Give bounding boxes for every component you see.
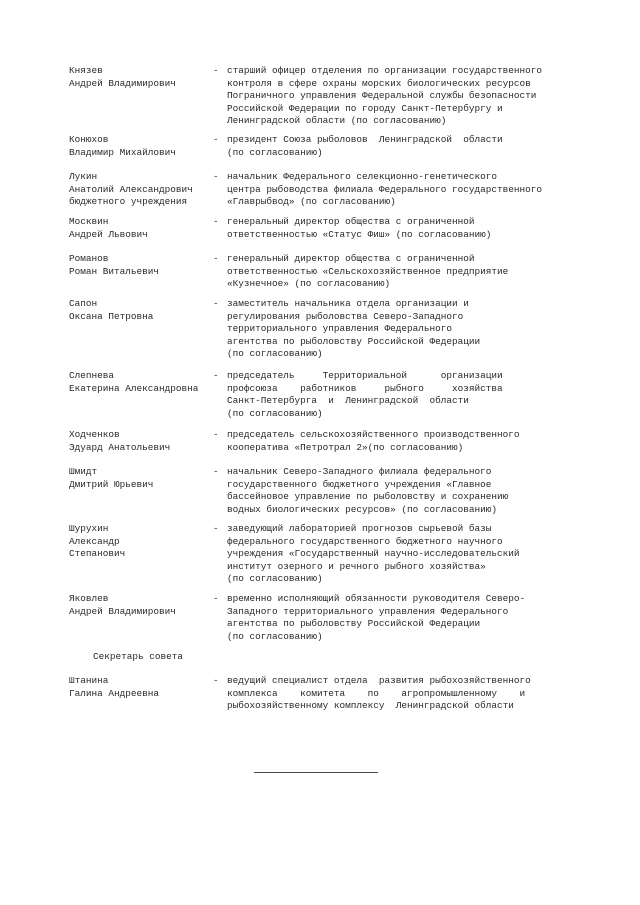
member-position-line: генеральный директор общества с ограниченной [227, 216, 475, 227]
member-position-line: контроля в сфере охраны морских биологических ресурсов [227, 77, 531, 89]
member-position-line: Западного территориального управления Федерального [227, 605, 509, 617]
member-position-line: Санкт-Петербурга и Ленинградской области [227, 395, 469, 406]
member-position-line: генеральный директор общества с ограниченной [227, 253, 475, 264]
member-name-line: Андрей Владимирович [69, 77, 176, 89]
member-position [227, 675, 607, 713]
member-position-line: бассейновое управление по рыболовству и сохранению [227, 491, 509, 502]
dash-separator: - [213, 298, 219, 309]
dash-separator: - [213, 466, 219, 477]
member-name-line: Александр [69, 535, 120, 547]
member-name [69, 216, 209, 241]
member-position-line: Ленинградской области (по согласованию) [227, 115, 447, 126]
member-name [69, 253, 209, 278]
member-name-line: Штанина [69, 675, 109, 686]
member-position-line: «Главрыбвод» (по согласованию) [227, 196, 396, 207]
member-name-line: Романов [69, 253, 109, 264]
member-position-line: ответственностью «Сельскохозяйственное предприятие [227, 265, 509, 277]
member-name [69, 675, 209, 700]
member-position [227, 171, 607, 209]
member-name-line: Дмитрий Юрьевич [69, 478, 154, 490]
dash-separator: - [213, 429, 219, 440]
member-position-line: начальник Северо-Западного филиала федерального [227, 466, 492, 477]
member-name-line: Владимир Михайлович [69, 146, 176, 158]
member-name [69, 523, 209, 561]
member-position-line: начальник Федерального селекционно-генетического [227, 171, 498, 182]
member-position-line: Российской Федерации по городу Санкт-Петербургу и [227, 102, 503, 114]
dash-separator: - [213, 370, 219, 381]
member-name-line: Князев [69, 65, 103, 76]
member-name-line: Роман Витальевич [69, 265, 160, 277]
member-name [69, 134, 209, 159]
member-name-line: Анатолий Александрович [69, 183, 193, 195]
member-name-line: Конюхов [69, 134, 109, 145]
member-name-line: Галина Андреевна [69, 687, 160, 699]
member-position-line: учреждения «Государственный научно-исследовательский [227, 548, 520, 559]
dash-separator: - [213, 216, 219, 227]
member-name-line: Оксана Петровна [69, 310, 154, 322]
member-name-line: Шурухин [69, 523, 109, 534]
member-position-line: водных биологических ресурсов» (по согласованию) [227, 503, 498, 515]
dash-separator: - [213, 523, 219, 534]
member-position [227, 253, 607, 291]
member-position-line: территориального управления Федерального [227, 323, 453, 334]
member-position-line: Пограничного управления Федеральной службы безопасности [227, 90, 537, 101]
member-name-line: Ходченков [69, 429, 120, 440]
member-name [69, 370, 209, 395]
member-name-line: Андрей Владимирович [69, 605, 176, 617]
member-name-line: Эдуард Анатольевич [69, 441, 171, 453]
member-position [227, 65, 607, 128]
member-name-line: Яковлев [69, 593, 109, 604]
member-position-line: ответственностью «Статус Фиш» (по согласованию) [227, 228, 492, 240]
dash-separator: - [213, 134, 219, 145]
member-position [227, 216, 607, 241]
member-position-line: федерального государственного бюджетного научного [227, 535, 503, 547]
member-position-line: старший офицер отделения по организации государственного [227, 65, 543, 76]
member-name-line: Сапон [69, 298, 98, 309]
member-position [227, 593, 607, 643]
member-position-line: рыбохозяйственному комплексу Ленинградской области [227, 700, 514, 711]
member-position-line: агентства по рыболовству Российской Федерации [227, 335, 481, 347]
member-position-line: заведующий лабораторией прогнозов сырьевой базы [227, 523, 492, 534]
member-position-line: центра рыбоводства филиала Федерального государственного [227, 183, 543, 195]
member-name [69, 298, 209, 323]
member-position-line: заместитель начальника отдела организации и [227, 298, 469, 309]
dash-separator: - [213, 65, 219, 76]
member-position-line: временно исполняющий обязанности руководителя Северо- [227, 593, 526, 604]
member-position [227, 134, 607, 159]
member-name [69, 466, 209, 491]
member-name-line: Андрей Львович [69, 228, 148, 240]
member-position-line: агентства по рыболовству Российской Федерации [227, 618, 481, 629]
dash-separator: - [213, 171, 219, 182]
member-name [69, 171, 209, 209]
member-name [69, 65, 209, 90]
secretary-heading: Секретарь совета [93, 651, 184, 662]
member-position-line: (по согласованию) [227, 573, 323, 584]
member-position-line: (по согласованию) [227, 348, 323, 359]
dash-separator: - [213, 253, 219, 264]
dash-separator: - [213, 675, 219, 686]
member-position-line: профсоюза работников рыбного хозяйства [227, 382, 503, 394]
end-rule [254, 772, 378, 773]
member-position-line: регулирования рыболовства Северо-Западного [227, 310, 464, 322]
member-position-line: (по согласованию) [227, 407, 323, 419]
member-position-line: президент Союза рыболовов Ленинградской области [227, 134, 503, 145]
member-position [227, 523, 607, 586]
member-position-line: ведущий специалист отдела развития рыбохозяйственного [227, 675, 531, 686]
member-position-line: государственного бюджетного учреждения «Главное [227, 478, 492, 490]
member-name [69, 429, 209, 454]
member-name-line: Екатерина Александровна [69, 382, 199, 394]
member-name-line: Слепнева [69, 370, 115, 381]
member-position-line: институт озерного и речного рыбного хозяйства» [227, 560, 486, 572]
member-position-line: председатель Территориальной организации [227, 370, 503, 381]
member-position-line: комплекса комитета по агропромышленному и [227, 687, 526, 699]
member-position-line: «Кузнечное» (по согласованию) [227, 278, 391, 289]
dash-separator: - [213, 593, 219, 604]
member-name-line: Москвин [69, 216, 109, 227]
member-name-line: Шмидт [69, 466, 98, 477]
member-name-line: Лукин [69, 171, 98, 182]
member-position [227, 370, 607, 420]
member-position [227, 466, 607, 516]
member-position-line: председатель сельскохозяйственного производственного [227, 429, 520, 440]
member-name [69, 593, 209, 618]
member-name-line: Степанович [69, 548, 126, 559]
member-name-line: бюджетного учреждения [69, 196, 188, 207]
member-position [227, 429, 607, 454]
member-position [227, 298, 607, 361]
member-position-line: кооператива «Петротрал 2»(по согласованию) [227, 441, 464, 453]
member-position-line: (по согласованию) [227, 146, 323, 158]
member-position-line: (по согласованию) [227, 630, 323, 642]
